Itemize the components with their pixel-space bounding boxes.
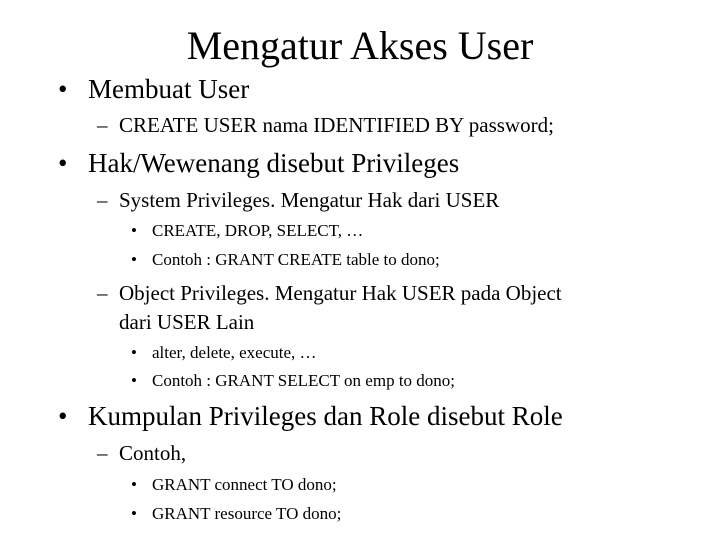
sub-sub-item-text: GRANT connect TO dono; — [152, 475, 337, 494]
bullet-dot: • — [131, 343, 137, 362]
sub-item-text: Object Privileges. Mengatur Hak USER pada Object — [119, 281, 562, 305]
bullet-dot: • — [131, 371, 137, 390]
bullet-dash: – — [97, 441, 108, 465]
bullet-dot: • — [58, 148, 68, 178]
bullet-text: Membuat User — [88, 74, 250, 104]
bullet-text: Hak/Wewenang disebut Privileges — [88, 148, 460, 178]
bullet-dash: – — [97, 113, 108, 137]
bullet-dot: • — [58, 74, 68, 104]
bullet-text: Kumpulan Privileges dan Role disebut Role — [88, 401, 563, 431]
sub-item-text: CREATE USER nama IDENTIFIED BY password; — [119, 113, 554, 137]
bullet-dot: • — [131, 504, 137, 523]
sub-sub-item-text: Contoh : GRANT CREATE table to dono; — [152, 250, 440, 269]
bullet-dot: • — [131, 221, 137, 240]
sub-sub-item-text: alter, delete, execute, … — [152, 343, 317, 362]
bullet-dash: – — [97, 188, 108, 212]
sub-sub-item-text: GRANT resource TO dono; — [152, 504, 342, 523]
bullet-dot: • — [131, 475, 137, 494]
bullet-dot: • — [58, 401, 68, 431]
sub-item-text: dari USER Lain — [119, 310, 255, 334]
bullet-dash: – — [97, 281, 108, 305]
slide-title: Mengatur Akses User — [186, 23, 534, 68]
sub-sub-item-text: Contoh : GRANT SELECT on emp to dono; — [152, 371, 456, 390]
sub-item-text: System Privileges. Mengatur Hak dari USER — [119, 188, 500, 212]
sub-sub-item-text: CREATE, DROP, SELECT, … — [152, 221, 364, 240]
bullet-dot: • — [131, 250, 137, 269]
sub-item-text: Contoh, — [119, 441, 187, 465]
